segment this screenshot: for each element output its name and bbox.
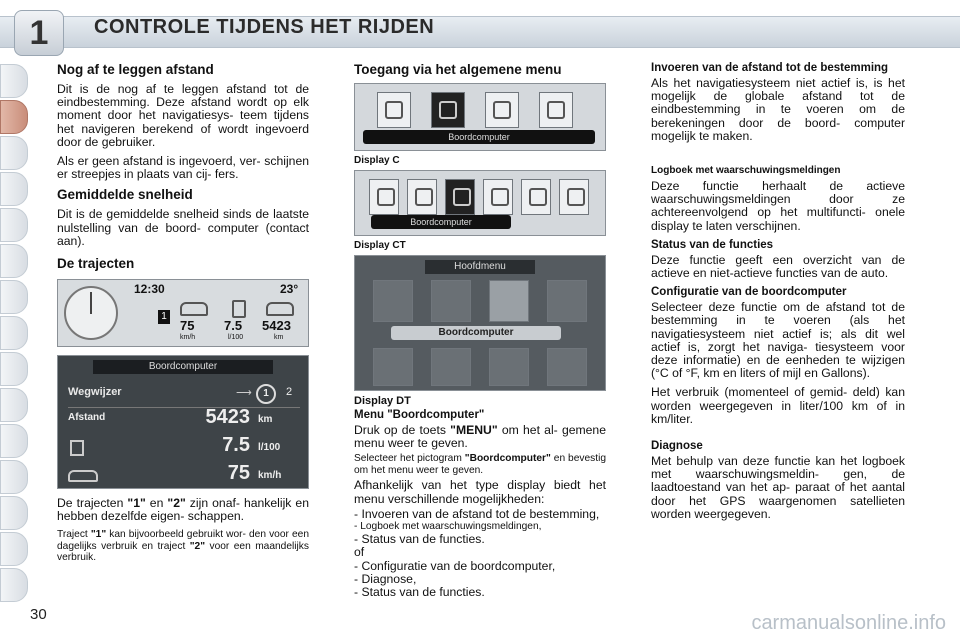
section-title-destination: Invoeren van de afstand tot de bestemming: [651, 62, 889, 74]
chapter-tab[interactable]: [0, 496, 28, 530]
display-dt-header: Hoofdmenu: [425, 260, 535, 274]
menu-options-list-2: [354, 560, 606, 600]
settings-icon: [431, 348, 471, 386]
dash-consumption-value: 7.5: [224, 318, 243, 334]
watermark: carmanualsonline.info: [751, 612, 946, 634]
text-part: en: [145, 496, 168, 511]
phone-icon: [547, 280, 587, 322]
remaining-paragraph-2: Als er geen afstand is ingevoerd, ver- schijnen er streepjes in plaats van cij- fers.: [57, 154, 309, 182]
column-1: [57, 62, 309, 570]
display-c-figure: [354, 83, 606, 151]
section-title-logbook: Logboek met waarschuwingsmeldingen: [651, 165, 841, 177]
text-bold: "1": [127, 496, 146, 511]
section-title-status: Status van de functies: [651, 238, 774, 251]
text-bold: "MENU": [450, 423, 498, 437]
diagnose-paragraph: Met behulp van deze functie kan het logboek met waarschuwingsmeldin- gen, de laadtoestand van het ap- paraat of het aantal door het GPS waargenomen satellieten worden weergegeven.: [651, 454, 905, 521]
list-item: - Configuratie van de boordcomputer,: [354, 558, 556, 573]
map-icon: [489, 348, 529, 386]
boordcomputer-icon: [445, 179, 475, 215]
car-icon: [68, 470, 98, 482]
arrow-right-icon: ⟶: [236, 387, 252, 400]
section-title-access: Toegang via het algemene menu: [354, 62, 562, 77]
display-dt-figure: [354, 255, 606, 391]
fuel-pump-icon: [70, 440, 84, 456]
chapter-tab[interactable]: [0, 244, 28, 278]
trips-paragraph-1: [57, 497, 309, 523]
list-item: - Status van de functies.: [354, 585, 485, 600]
navigation-icon: [369, 179, 399, 215]
media-icon: [407, 179, 437, 215]
chapter-tab[interactable]: [0, 208, 28, 242]
menu-options-list-1: [354, 508, 606, 546]
list-item: - Logboek met waarschuwingsmeldingen,: [354, 521, 542, 533]
dash-speed-unit: km/h: [180, 334, 196, 342]
phone-icon: [539, 92, 573, 128]
menu-paragraph-2: [354, 453, 606, 476]
row-afstand-unit: km: [258, 414, 273, 426]
caption-display-ct: Display CT: [354, 240, 406, 251]
text-bold: "2": [189, 540, 206, 552]
chapter-tab[interactable]: [0, 568, 28, 602]
row-speed-unit: km/h: [258, 470, 282, 482]
list-item: - Invoeren van de afstand tot de bestemming,: [354, 506, 600, 521]
settings-icon: [485, 92, 519, 128]
page-title: CONTROLE TIJDENS HET RIJDEN: [94, 16, 435, 38]
dash-time: 12:30: [134, 282, 165, 297]
text-part: om het al- gemene menu weer te geven.: [354, 423, 606, 451]
display-c-menu-bar: Boordcomputer: [363, 130, 595, 144]
list-item: - Status van de functies.: [354, 531, 485, 546]
chapter-tab[interactable]: [0, 532, 28, 566]
screen-title: Boordcomputer: [93, 360, 273, 374]
text-part: De trajecten: [57, 496, 128, 511]
display-ct-menu-bar: Boordcomputer: [371, 215, 511, 229]
boordcomputer-icon: [431, 92, 465, 128]
remaining-paragraph-1: Dit is de nog af te leggen afstand tot de eindbestemming. Deze afstand wordt op elk moment door het navigatiesys- teem tijdens het navigeren berekend of wordt ingevoerd door de gebruiker.: [57, 82, 309, 149]
car-icon: [180, 302, 208, 316]
settings-icon: [483, 179, 513, 215]
status-paragraph: Deze functie geeft een overzicht van de actieve en niet-actieve functies van de auto.: [651, 252, 905, 281]
chapter-tab[interactable]: [0, 172, 28, 206]
text-part: Traject: [57, 529, 91, 541]
chapter-tab[interactable]: [0, 64, 28, 98]
destination-paragraph: Als het navigatiesysteem niet actief is, is het mogelijk de globale afstand tot de eindbestemming in te voeren om de berekeningen door de boord- computer mogelijk te maken.: [651, 76, 905, 143]
display-ct-figure: [354, 170, 606, 236]
row-consumption-value: 7.5: [222, 434, 250, 457]
section-title-diagnose: Diagnose: [651, 440, 703, 453]
row-afstand-value: 5423: [205, 406, 250, 429]
trip-1-indicator: 1: [256, 384, 276, 404]
text-part: en bevestig om het menu weer te geven.: [354, 453, 607, 476]
navigation-icon: [377, 92, 411, 128]
chapter-tab[interactable]: [0, 136, 28, 170]
dash-distance-value: 5423: [262, 318, 291, 334]
boordcomputer-screen-figure: [57, 355, 309, 489]
menu-paragraph-1: [354, 424, 606, 450]
text-bold: "Boordcomputer": [464, 453, 551, 465]
config-paragraph-1: Selecteer deze functie om de afstand tot de bestemming in te voeren (als het navigatiesysteem niet actief is; als dit wel actief is, zorgt het naviga- tiesysteem voor deze informatie) en de eenheden te wijzigen (°C of °F, km en liters of mijl en Gallons).: [651, 300, 905, 381]
boordcomputer-icon: [489, 280, 529, 322]
dash-distance-unit: km: [274, 334, 284, 342]
avg-speed-paragraph: Dit is de gemiddelde snelheid sinds de laatste nulstelling van de boord- computer (contact aan).: [57, 207, 309, 248]
dash-trip-indicator: 1: [158, 310, 170, 324]
text-part: Selecteer het pictogram: [354, 453, 465, 465]
chapter-tab[interactable]: [0, 352, 28, 386]
car-icon: [266, 302, 294, 316]
column-3: [651, 62, 905, 527]
chapter-tab[interactable]: [0, 280, 28, 314]
chapter-tab-active[interactable]: [0, 100, 28, 134]
radio-icon: [373, 348, 413, 386]
section-title-config: Configuratie van de boordcomputer: [651, 286, 847, 299]
text-part: voor een maandelijks verbruik.: [57, 540, 309, 564]
car-icon: [431, 280, 471, 322]
text-part: zijn onaf- hankelijk en hebben dezelfde eigen- schappen.: [57, 496, 309, 524]
trips-paragraph-2: [57, 529, 309, 564]
menu-paragraph-3: Afhankelijk van het type display biedt het menu verschillende mogelijkheden:: [354, 478, 606, 506]
navigation-icon: [373, 280, 413, 322]
section-title-avg-speed: Gemiddelde snelheid: [57, 187, 193, 203]
text-bold: "1": [90, 529, 107, 541]
dash-temperature: 23°: [280, 282, 299, 297]
fuel-icon: [232, 300, 246, 318]
menu-boordcomputer-title: Menu "Boordcomputer": [354, 409, 485, 421]
dash-consumption-unit: l/100: [228, 334, 244, 342]
page-number: 30: [30, 606, 47, 623]
row-consumption-unit: l/100: [258, 442, 281, 454]
trip-2-indicator: 2: [286, 386, 293, 399]
chapter-tab[interactable]: [0, 388, 28, 422]
row-speed-value: 75: [227, 462, 250, 485]
logbook-paragraph: Deze functie herhaalt de actieve waarschuwingsmeldingen door ze achtereenvolgend op het multifuncti- onele display te laten verschijnen.: [651, 179, 905, 233]
dash-speed-value: 75: [180, 318, 195, 334]
column-2: [354, 62, 606, 600]
list-item: - Diagnose,: [354, 571, 417, 586]
text-bold: "2": [167, 496, 186, 511]
section-title-trips: De trajecten: [57, 256, 135, 272]
chapter-tab[interactable]: [0, 424, 28, 458]
row-afstand-label: Afstand: [68, 412, 106, 424]
dashboard-display-figure: [57, 279, 309, 347]
caption-display-c: Display C: [354, 155, 400, 166]
screen-icon: [547, 348, 587, 386]
config-icon: [559, 179, 589, 215]
phone-icon: [521, 179, 551, 215]
chapter-tab[interactable]: [0, 460, 28, 494]
chapter-badge: 1: [14, 10, 64, 56]
or-text: of: [354, 545, 365, 560]
chapter-tabs: [0, 64, 30, 624]
dial-needle: [90, 292, 92, 314]
row-wegwijzer-label: Wegwijzer: [68, 386, 122, 399]
display-dt-menu-bar: Boordcomputer: [391, 326, 561, 340]
section-title-remaining: Nog af te leggen afstand: [57, 62, 214, 77]
caption-display-dt: Display DT: [354, 395, 411, 407]
text-part: Druk op de toets: [354, 423, 451, 437]
config-paragraph-2: Het verbruik (momenteel of gemid- deld) kan worden weergegeven in liter/100 km of in km/liter.: [651, 385, 905, 426]
chapter-tab[interactable]: [0, 316, 28, 350]
page-header: [0, 0, 960, 60]
text-part: kan bijvoorbeeld gebruikt wor- den voor een dagelijks verbruik en traject: [57, 529, 309, 552]
